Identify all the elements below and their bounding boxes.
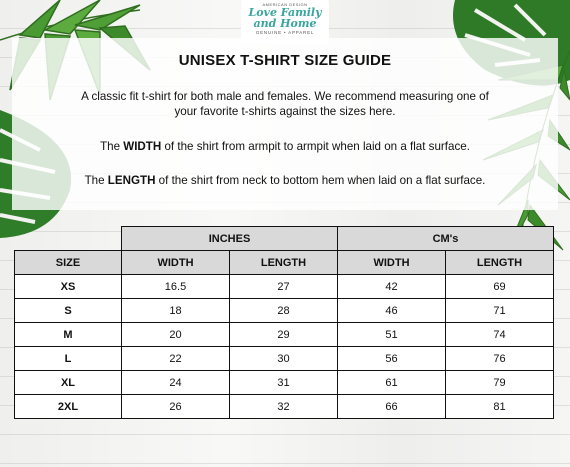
width-inches-cell: 22 [122, 347, 230, 371]
length-cm-cell: 71 [446, 299, 554, 323]
length-cm-cell: 74 [446, 323, 554, 347]
length-inches-cell: 27 [230, 275, 338, 299]
width-cm-cell: 42 [338, 275, 446, 299]
length-inches-cell: 29 [230, 323, 338, 347]
table-row [15, 347, 554, 371]
length-cm-cell: 76 [446, 347, 554, 371]
length-note-keyword: LENGTH [107, 174, 156, 187]
table-column-header-row [15, 251, 554, 275]
size-guide-table [14, 226, 554, 419]
width-note-pre: The [100, 140, 124, 153]
table-row [15, 323, 554, 347]
width-cm-cell: 46 [338, 299, 446, 323]
width-cm-cell: 56 [338, 347, 446, 371]
length-cm-cell: 69 [446, 275, 554, 299]
size-cell: 2XL [15, 395, 122, 419]
group-header-cms: CM's [338, 227, 554, 251]
length-inches-cell: 30 [230, 347, 338, 371]
intro-line-2: your favorite t-shirts against the sizes here. [174, 105, 396, 118]
size-cell: S [15, 299, 122, 323]
length-inches-cell: 31 [230, 371, 338, 395]
length-cm-cell: 81 [446, 395, 554, 419]
table-corner-blank [15, 227, 122, 251]
table-group-header-row [15, 227, 554, 251]
page-title: UNISEX T-SHIRT SIZE GUIDE [178, 52, 392, 69]
logo-brand-line-2: and Home [253, 17, 317, 30]
size-cell: L [15, 347, 122, 371]
size-cell: XS [15, 275, 122, 299]
width-note-keyword: WIDTH [123, 140, 162, 153]
width-note-post: of the shirt from armpit to armpit when laid on a flat surface. [161, 140, 470, 153]
column-header-width-cm: WIDTH [338, 251, 446, 275]
width-cm-cell: 66 [338, 395, 446, 419]
width-inches-cell: 26 [122, 395, 230, 419]
length-note-pre: The [84, 174, 108, 187]
intro-line-1: A classic fit t-shirt for both male and females. We recommend measuring one of [81, 90, 489, 103]
width-cm-cell: 61 [338, 371, 446, 395]
table-row [15, 371, 554, 395]
size-cell: XL [15, 371, 122, 395]
width-inches-cell: 20 [122, 323, 230, 347]
table-row [15, 275, 554, 299]
column-header-width-in: WIDTH [122, 251, 230, 275]
table-row [15, 299, 554, 323]
width-inches-cell: 24 [122, 371, 230, 395]
size-cell: M [15, 323, 122, 347]
length-note [20, 173, 550, 188]
width-cm-cell: 51 [338, 323, 446, 347]
group-header-inches: INCHES [122, 227, 338, 251]
length-note-post: of the shirt from neck to bottom hem when laid on a flat surface. [155, 174, 486, 187]
width-inches-cell: 16.5 [122, 275, 230, 299]
intro-paragraph [20, 89, 550, 119]
width-inches-cell: 18 [122, 299, 230, 323]
length-inches-cell: 28 [230, 299, 338, 323]
logo-tagline-top: AMERICAN DESIGN [262, 2, 308, 7]
brand-logo [241, 0, 329, 44]
length-inches-cell: 32 [230, 395, 338, 419]
table-row [15, 395, 554, 419]
length-cm-cell: 79 [446, 371, 554, 395]
width-note [20, 139, 550, 154]
logo-brand-line-1: Love Family [248, 6, 322, 19]
column-header-size: SIZE [15, 251, 122, 275]
logo-tagline-bottom: GENUINE • APPAREL [255, 30, 315, 35]
column-header-length-in: LENGTH [230, 251, 338, 275]
column-header-length-cm: LENGTH [446, 251, 554, 275]
